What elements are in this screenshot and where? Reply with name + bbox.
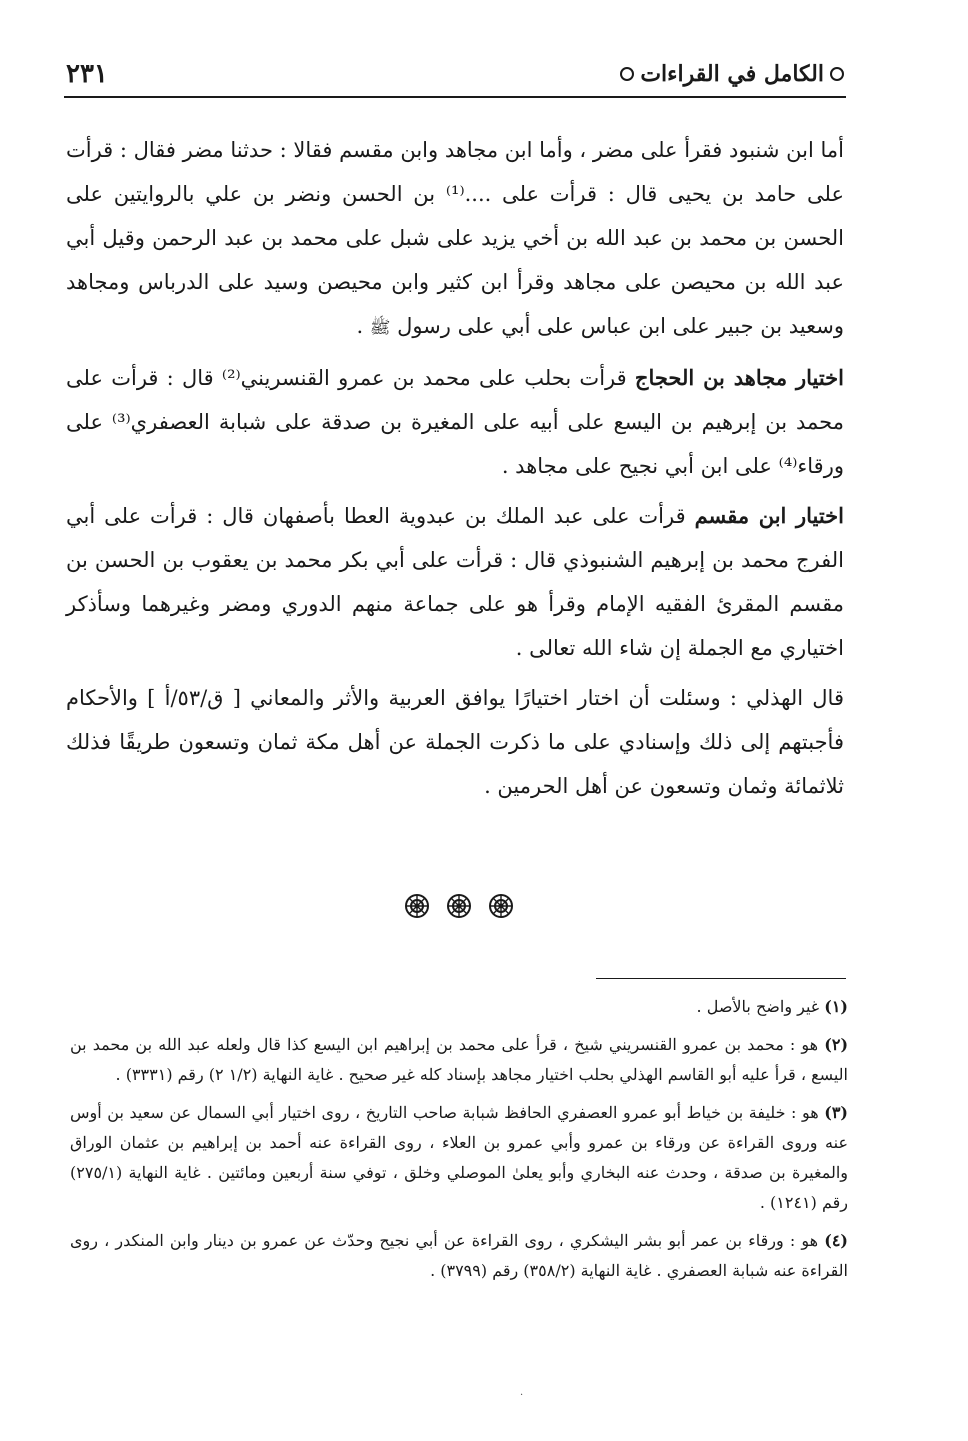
ring-ornament-icon <box>620 67 634 81</box>
main-text <box>66 128 844 814</box>
paragraph-1-text: أما ابن شنبود فقرأ على مضر ، وأما ابن مجاهد وابن مقسم فقالا : حدثنا مضر فقال : قرأت على حامد بن يحيى قال : قرأت على ....⁽¹⁾ بن الحسن ونضر بن علي بالروايتين على الحسن بن محمد بن عبد الله بن أخي يزيد على شبل على محمد بن عبد الرحمن وقيل أبي عبد الله بن محيصن على مجاهد وقرأ ابن كثير وابن محيصن وسيد على الدرباس ومجاهد وسعيد بن جبير على ابن عباس على أبي على رسول <box>65 138 844 338</box>
footnotes <box>70 992 848 1294</box>
footnote-marker: (٢) <box>824 1035 849 1054</box>
footnote <box>70 1226 848 1286</box>
paragraph-2-text: قرأت بحلب على محمد بن عمرو القنسريني⁽²⁾ قال : قرأت على محمد بن إبرهيم بن اليسع على أبيه على المغيرة بن صدقة على شبابة العصفري⁽³⁾ على ورقاء⁽⁴⁾ على ابن أبي نجيح على مجاهد . <box>66 366 844 478</box>
page-header <box>66 58 844 90</box>
rosette-icon <box>446 893 472 919</box>
footnote-text: هو : ورقاء بن عمر أبو بشر اليشكري ، روى القراءة عن أبي نجيح وحدّث عن عمرو بن دينار وابن المنكدر ، روى القراءة عنه شبابة العصفري . غاية النهاية (٣٥٨/٢) رقم (٣٧٩٩) . <box>70 1231 848 1280</box>
footnote <box>70 1030 848 1090</box>
page-number: ٢٣١ <box>66 59 108 89</box>
paragraph-2 <box>66 356 844 488</box>
footnote-text: هو : محمد بن عمرو القنسريني شيخ ، قرأ على محمد بن إبراهيم ابن اليسع كذا قال ولعله عبد الله بن محمد بن اليسع ، قرأ عليه أبو القاسم الهذلي بحلب اختيار مجاهد بإسناد كله غير صحيح . غاية النهاية (١/٢ ٢) رقم (٣٣٣١) . <box>70 1035 848 1084</box>
ring-ornament-icon <box>830 67 844 81</box>
scan-speck: · <box>520 1390 524 1401</box>
paragraph-1-end: . <box>356 314 370 338</box>
running-title <box>620 61 844 87</box>
footnote-rule <box>596 978 846 979</box>
honorific-glyph: ﷺ <box>369 318 391 338</box>
footnote-marker: (٤) <box>824 1231 848 1250</box>
paragraph-3-text: قرأت على عبد الملك بن عبدوية العطا بأصفهان قال : قرأت على أبي الفرج محمد بن إبرهيم الشنبوذي قال : قرأت على أبي بكر محمد بن يعقوب بن الحسن بن مقسم المقرئ الفقيه الإمام وقرأ هو على جماعة منهم الدوري ومضر وغيرهما وسأذكر اختياري مع الجملة إن شاء الله تعالى . <box>66 504 844 660</box>
footnote <box>70 1098 848 1218</box>
rosette-icon <box>404 893 430 919</box>
running-title-text: الكامل في القراءات <box>640 61 824 87</box>
paragraph-3-lead: اختيار ابن مقسم <box>694 503 844 528</box>
footnote-text: غير واضح بالأصل . <box>696 997 820 1016</box>
section-ornaments <box>384 893 534 919</box>
footnote-marker: (٣) <box>824 1103 848 1122</box>
rosette-icon <box>488 893 514 919</box>
paragraph-4 <box>66 676 844 808</box>
footnote-marker: (١) <box>824 997 848 1016</box>
footnote-text: هو : خليفة بن خياط أبو عمرو العصفري الحافظ شبابة صاحب التاريخ ، روى اختيار أبي السمال عن سعيد بن أوس عنه وروى القراءة عن ورقاء بن عمرو وأبي عمرو بن العلاء ، روى القراءة عنه أحمد بن إبراهيم بن عثمان الوراق والمغيرة بن صدقة ، وحدث عنه البخاري وأبو يعلىٰ الموصلي وخلق ، توفي سنة أربعين ومائتين . غاية النهاية (٢٧٥/١) رقم (١٢٤١) . <box>70 1103 848 1212</box>
header-rule <box>64 96 846 98</box>
paragraph-3 <box>66 494 844 670</box>
paragraph-1 <box>66 128 844 350</box>
footnote <box>70 992 848 1022</box>
paragraph-2-lead: اختيار مجاهد بن الحجاج <box>634 365 844 390</box>
paragraph-4-text: قال الهذلي : وسئلت أن اختار اختيارًا يوافق العربية والأثر والمعاني [ ق/٥٣/أ ] والأحكام فأجبتهم إلى ذلك وإسنادي على ما ذكرت الجملة عن أهل مكة ثمان وتسعون طريقًا فذلك ثلاثمائة وثمان وتسعون عن أهل الحرمين . <box>66 686 844 798</box>
